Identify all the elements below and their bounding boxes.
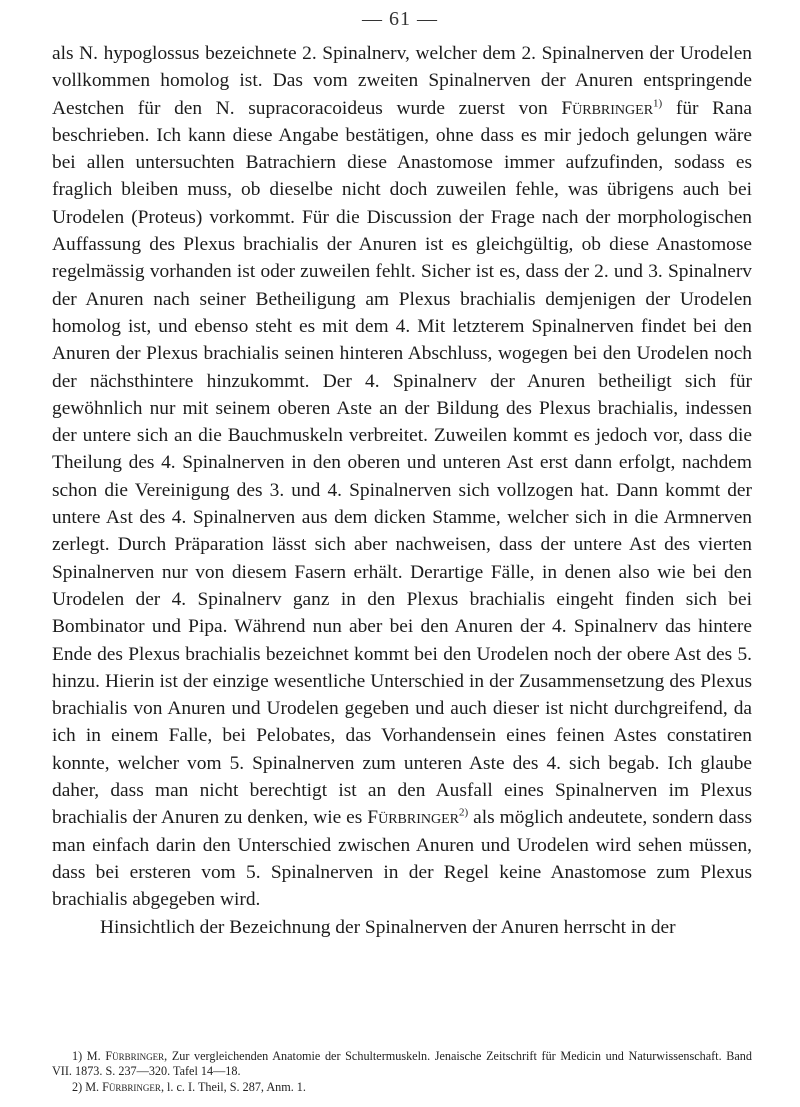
footnote-marker-1: 1) [653,97,663,110]
footnotes [52,1049,752,1095]
footnote-prefix: M. [82,1079,103,1094]
footnote-text: , l. c. I. Theil, S. 287, Anm. 1. [160,1079,306,1094]
paragraph-2: Hinsichtlich der Bezeichnung der Spinalnerven der Anuren herrscht in der [100,916,676,938]
footnote-author: Fürbringer [105,1049,165,1063]
footnote-1 [52,1049,752,1080]
paragraph-1-part-1: als N. hypoglossus bezeichnete 2. Spinalnerv, welcher dem 2. Spinalnerven der Urodelen vollkommen homolog ist. Das vom zweiten Spinalnerven der Anuren entspringende Aestchen für den N. supracoracoideus wurde zuerst von [52,43,752,119]
author-name-reference: Fürbringer [367,807,459,829]
footnote-prefix: M. [82,1049,106,1063]
paragraph-1-part-3: als möglich andeutete, sondern dass man einfach darin den Unterschied zwischen Anuren und Urodelen wird sehen müssen, dass bei ersteren vom 5. Spinalnerven in der Regel keine Anastomose zum Plexus brachialis abgegeben wird. [52,807,753,911]
page-number: — 61 — [362,8,438,30]
footnote-author: Fürbringer [102,1079,161,1094]
footnote-2 [52,1080,752,1095]
footnote-number: 1) [72,1049,83,1063]
body-text [52,40,752,941]
paragraph-1-part-2: für Rana beschrieben. Ich kann diese Angabe bestätigen, ohne dass es mir jedoch gelungen wäre bei allen untersuchten Batrachiern diese Anastomose immer aufzufinden, sodass es fraglich bleiben muss, ob dieselbe nicht doch zuweilen fehle, was übrigens auch bei Urodelen (Proteus) vorkommt. Für die Discussion der Frage nach der morphologischen Auffassung des Plexus brachialis der Anuren ist es gleichgültig, ob diese Anastomose regelmässig vorhanden ist oder zuweilen fehlt. Sicher ist es, dass der 2. und 3. Spinalnerv der Anuren nach seiner Betheiligung am Plexus brachialis demjenigen der Urodelen homolog ist, und ebenso steht es mit dem 4. Mit letzterem Spinalnerven findet bei den Anuren der Plexus brachialis seinen hinteren Abschluss, wogegen bei den Urodelen noch der nächsthintere hinzukommt. Der 4. Spinalnerv der Anuren betheiligt sich für gewöhnlich nur mit seinem oberen Aste an der Bildung des Plexus brachialis, indessen der untere sich an die Bauchmuskeln verbreitet. Zuweilen kommt es jedoch vor, dass die Theilung des 4. Spinalnerven in den oberen und unteren Ast erst dann erfolgt, nachdem schon die Vereinigung des 3. und 4. Spinalnerven sich vollzogen hat. Dann kommt der untere Ast des 4. Spinalnerven aus dem dicken Stamme, welcher sich in die Armnerven zerlegt. Durch Präparation lässt sich aber nachweisen, dass der untere Ast des vierten Spinalnerven nur von diesem Fasern erhält. Derartige Fälle, in denen also wie bei den Urodelen der 4. Spinalnerv ganz in den Plexus brachialis eingeht finden sich bei Bombinator und Pipa. Während nun aber bei den Anuren der 4. Spinalnerv das hintere Ende des Plexus brachialis bezeichnet kommt bei den Urodelen noch der obere Ast des 5. hinzu. Hierin ist der einzige wesentliche Unterschied in der Zusammensetzung des Plexus brachialis von Anuren und Urodelen gegeben und auch dieser ist nicht durchgreifend, da ich in einem Falle, bei Pelobates, das Vorhandensein eines feinen Astes constatiren konnte, welcher vom 5. Spinalnerven zum unteren Aste des 4. sich begab. Ich glaube daher, dass man nicht berechtigt ist an den Ausfall eines Spinalnerven im Plexus brachialis der Anuren zu denken, wie es [52,97,752,829]
footnote-text: , Zur vergleichenden Anatomie der Schultermuskeln. Jenaische Zeitschrift für Medicin und Naturwissenschaft. Band VII. 1873. S. 237—320. Tafel 14—18. [52,1049,752,1079]
paragraph-1 [52,40,752,914]
author-name-reference: Fürbringer [561,97,654,119]
footnote-marker-2: 2) [458,806,469,819]
footnote-number: 2) [72,1079,83,1094]
